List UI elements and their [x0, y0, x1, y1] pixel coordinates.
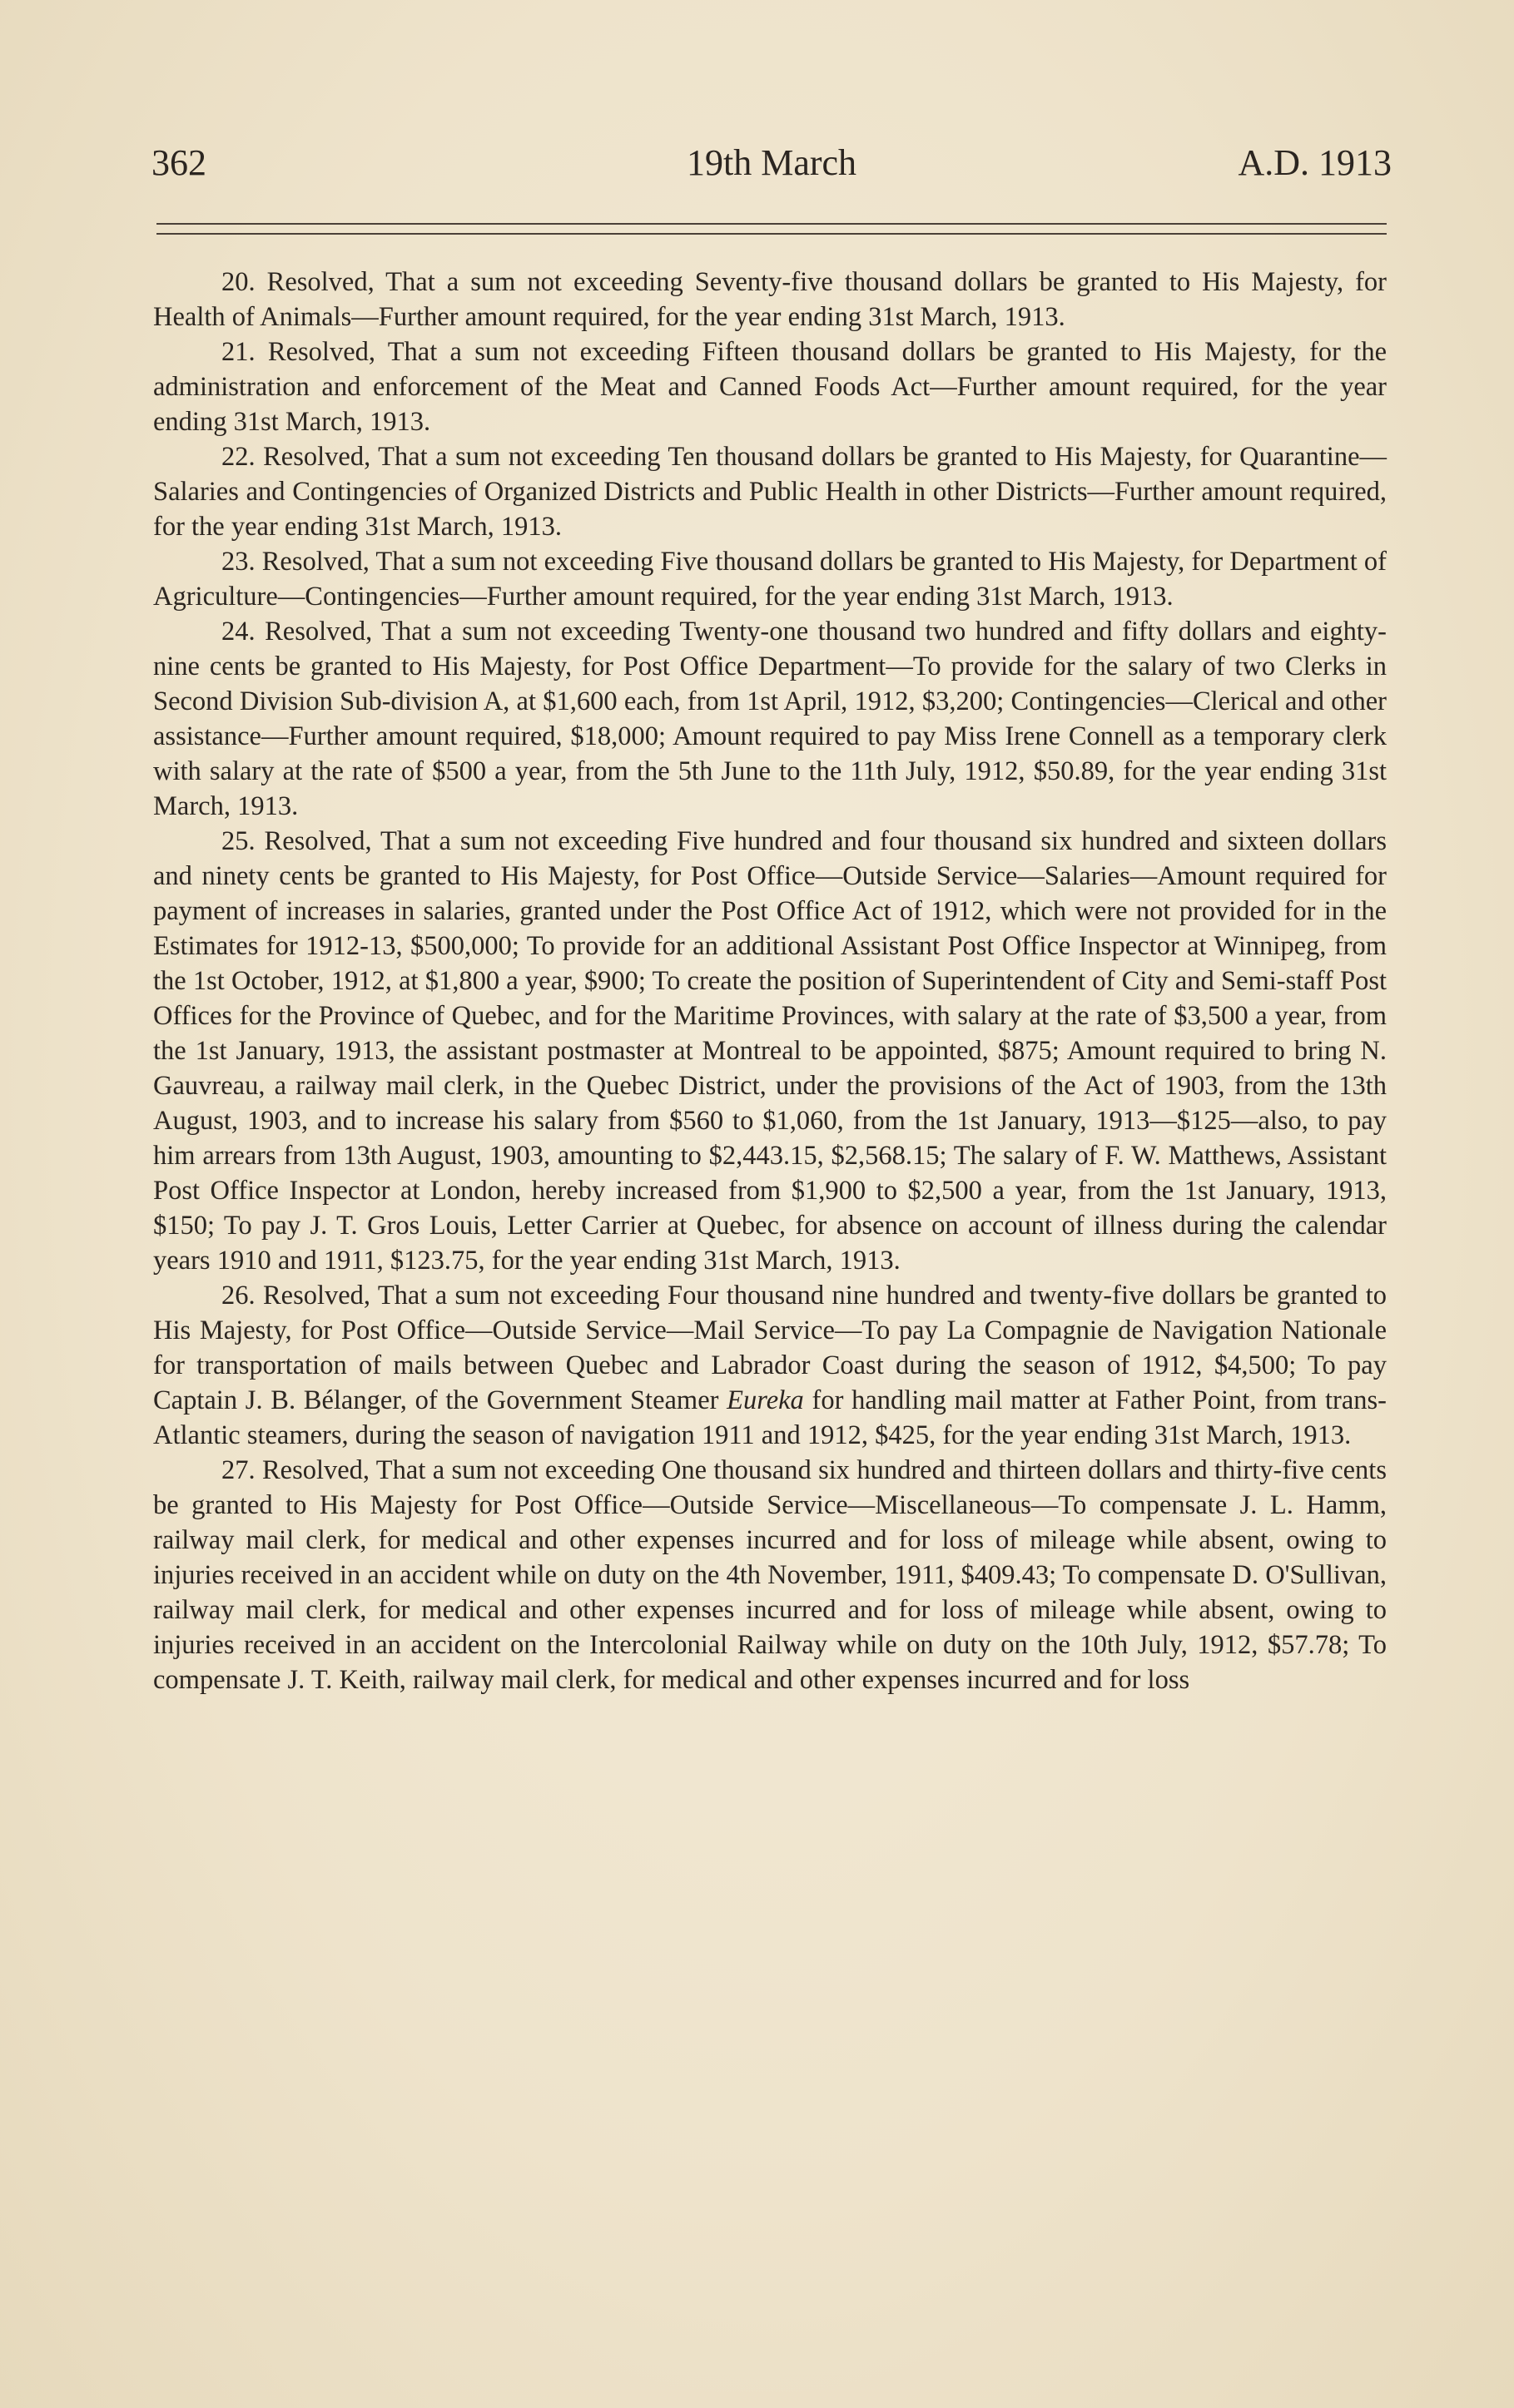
page-year: A.D. 1913 — [1238, 142, 1392, 183]
page-header — [151, 141, 1392, 191]
resolution-23: 23. Resolved, That a sum not exceeding Five thousand dollars be granted to His Majesty, for Department of Agriculture—Contingencies—Further amount required, for the year ending 31st March, 1913. — [153, 547, 1387, 612]
header-rule-bottom — [156, 233, 1387, 235]
resolution-21: 21. Resolved, That a sum not exceeding Fifteen thousand dollars be granted to His Majesty, for the administration and enforcement of the Meat and Canned Foods Act—Further amount required, for the year ending 31st March, 1913. — [153, 337, 1387, 437]
resolution-25: 25. Resolved, That a sum not exceeding Five hundred and four thousand six hundred and sixteen dollars and ninety cents be granted to His Majesty, for Post Office—Outside Service—Salaries—Amount required for payment of increases in salaries, granted under the Post Office Act of 1912, which were not provided for in the Estimates for 1912-13, $500,000; To provide for an additional Assistant Post Office Inspector at Winnipeg, from the 1st October, 1912, at $1,800 a year, $900; To create the position of Superintendent of City and Semi-staff Post Offices for the Province of Quebec, and for the Maritime Provinces, with salary at the rate of $3,500 a year, from the 1st January, 1913, the assistant postmaster at Montreal to be appointed, $875; Amount required to bring N. Gauvreau, a railway mail clerk, in the Quebec District, under the provisions of the Act of 1903, from the 13th August, 1903, and to increase his salary from $560 to $1,060, from the 1st January, 1913—$125—also, to pay him arrears from 13th August, 1903, amounting to $2,443.15, $2,568.15; The salary of F. W. Matthews, Assistant Post Office Inspector at London, hereby increased from $1,900 to $2,500 a year, from the 1st January, 1913, $150; To pay J. T. Gros Louis, Letter Carrier at Quebec, for absence on account of illness during the calendar years 1910 and 1911, $123.75, for the year ending 31st March, 1913. — [153, 826, 1387, 1276]
resolution-26 — [153, 1278, 1387, 1453]
header-rule-top — [156, 223, 1387, 225]
resolution-27: 27. Resolved, That a sum not exceeding One thousand six hundred and thirteen dollars and thirty-five cents be granted to His Majesty for Post Office—Outside Service—Miscellaneous—To compensate J. L. Hamm, railway mail clerk, for medical and other expenses incurred and for loss of mileage while absent, owing to injuries received in an accident while on duty on the 4th November, 1911, $409.43; To compensate D. O'Sullivan, railway mail clerk, for medical and other expenses incurred and for loss of mileage while absent, owing to injuries received in an accident on the Intercolonial Railway while on duty on the 10th July, 1912, $57.78; To compensate J. T. Keith, railway mail clerk, for medical and other expenses incurred and for loss — [153, 1455, 1387, 1695]
resolution-22: 22. Resolved, That a sum not exceeding Ten thousand dollars be granted to His Majesty, for Quarantine—Salaries and Contingencies of Organized Districts and Public Health in other Districts—Further amount required, for the year ending 31st March, 1913. — [153, 442, 1387, 542]
page-number: 362 — [151, 142, 206, 183]
resolutions-body — [153, 265, 1387, 1697]
resolution-26-text-end: for handling mail matter at Father Point, from trans-Atlantic steamers, during the season of navigation 1911 and 1912, $425, for the year ending 31st March, 1913. — [153, 1385, 1387, 1450]
resolution-26-text-start: 26. Resolved, That a sum not exceeding Four thousand nine hundred and twenty-five dollars be granted to His Majesty, for Post Office—Outside Service—Mail Service—To pay La Compagnie de Navigation Nationale for transportation of mails between Quebec and Labrador Coast during the season of 1912, $4,500; To pay Captain J. B. Bélanger, of the Government Steamer — [153, 1281, 1387, 1415]
resolution-24: 24. Resolved, That a sum not exceeding Twenty-one thousand two hundred and fifty dollars and eighty-nine cents be granted to His Majesty, for Post Office Department—To provide for the salary of two Clerks in Second Division Sub-division A, at $1,600 each, from 1st April, 1912, $3,200; Contingencies—Clerical and other assistance—Further amount required, $18,000; Amount required to pay Miss Irene Connell as a temporary clerk with salary at the rate of $500 a year, from the 5th June to the 11th July, 1912, $50.89, for the year ending 31st March, 1913. — [153, 617, 1387, 821]
resolution-20: 20. Resolved, That a sum not exceeding Seventy-five thousand dollars be granted to His Majesty, for Health of Animals—Further amount required, for the year ending 31st March, 1913. — [153, 267, 1387, 332]
steamer-name: Eureka — [727, 1385, 804, 1415]
page-date: 19th March — [686, 142, 857, 183]
